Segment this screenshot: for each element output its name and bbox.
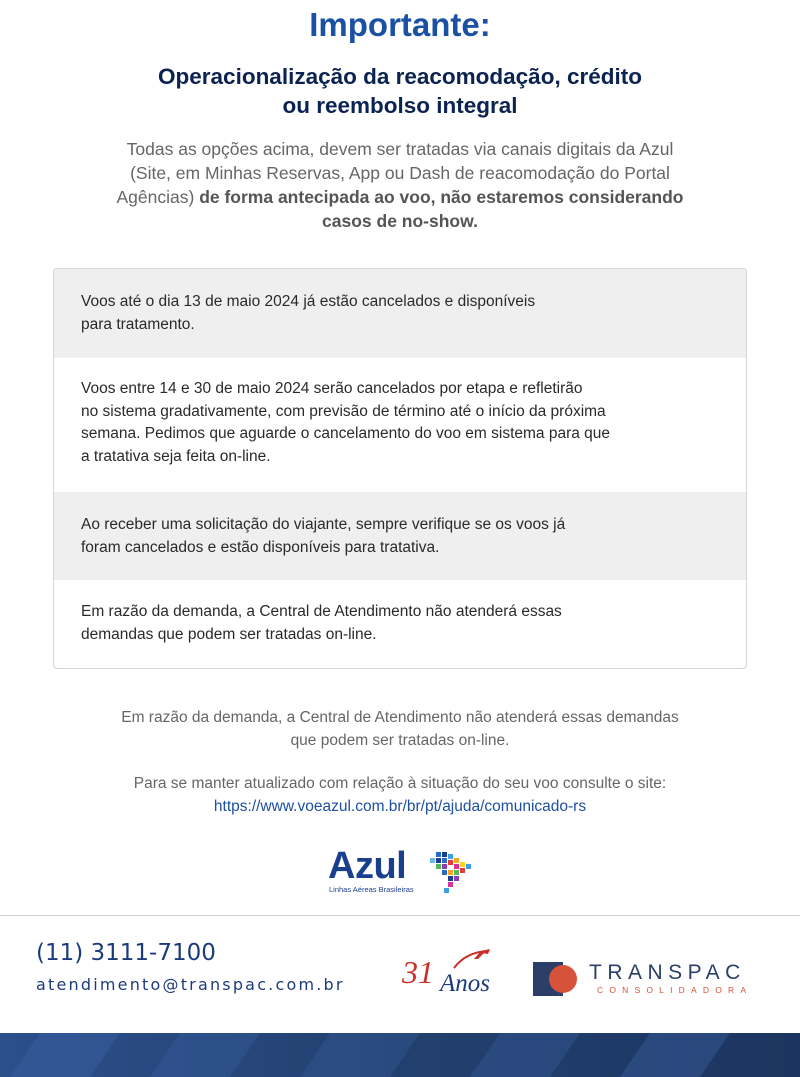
airplane-icon (452, 948, 492, 972)
note-line: que podem ser tratadas on-line. (290, 732, 510, 749)
intro-text: Agências) (116, 187, 195, 207)
anniversary-number: 31 (402, 954, 434, 990)
intro-line (60, 185, 740, 209)
anniversary-logo (402, 946, 512, 998)
intro-emphasis: de forma antecipada ao voo, não estaremos considerando (199, 187, 684, 207)
notice-card (53, 268, 747, 669)
notice-line: a tratativa seja feita on-line. (81, 447, 271, 465)
notice-line: semana. Pedimos que aguarde o cancelamento do voo em sistema para que (81, 425, 611, 442)
anniversary-word: Anos (440, 970, 490, 997)
transpac-mark-icon (533, 962, 581, 996)
page-subtitle (0, 62, 800, 120)
notice-line: demandas que podem ser tratadas on-line. (81, 625, 377, 643)
intro-line: Todas as opções acima, devem ser tratadas via canais digitais da Azul (126, 139, 674, 159)
update-text: Para se manter atualizado com relação à situação do seu voo consulte o site: (133, 775, 667, 792)
brazil-map-icon (428, 850, 474, 894)
notice-line: no sistema gradativamente, com previsão de término até o início da próxima (81, 402, 606, 420)
subtitle-line: ou reembolso integral (282, 93, 518, 118)
intro-line (60, 209, 740, 233)
notice-row (54, 358, 746, 492)
update-section (40, 772, 760, 818)
page-title: Importante: (309, 6, 491, 43)
notice-line: Voos até o dia 13 de maio 2024 já estão cancelados e disponíveis (81, 293, 536, 310)
comunicado-link[interactable]: https://www.voeazul.com.br/br/pt/ajuda/comunicado-rs (213, 798, 587, 815)
notice-line: para tratamento. (81, 315, 195, 333)
contact-email[interactable]: atendimento@transpac.com.br (36, 975, 345, 994)
intro-emphasis: casos de no-show. (322, 211, 478, 231)
note-line: Em razão da demanda, a Central de Atendimento não atenderá essas demandas (121, 709, 679, 726)
transpac-logo (533, 958, 763, 1002)
intro-line: (Site, em Minhas Reservas, App ou Dash de reacomodação do Portal (130, 163, 670, 183)
notice-line: Ao receber uma solicitação do viajante, sempre verifique se os voos já (81, 516, 566, 533)
footer-band (0, 1033, 800, 1077)
transpac-name: TRANSPAC (589, 961, 746, 984)
transpac-subtitle: CONSOLIDADORA (597, 985, 753, 995)
azul-logo-wordmark: Azul (328, 845, 407, 887)
notice-row (54, 580, 746, 668)
demand-note (40, 706, 760, 752)
notice-row (54, 492, 746, 580)
subtitle-line: Operacionalização da reacomodação, crédito (158, 64, 642, 89)
footer-divider (0, 915, 800, 916)
intro-paragraph (60, 137, 740, 233)
contact-phone[interactable]: (11) 3111-7100 (36, 940, 216, 966)
notice-row (54, 269, 746, 358)
azul-logo-tagline: Linhas Aéreas Brasileiras (329, 885, 414, 894)
notice-line: foram cancelados e estão disponíveis para tratativa. (81, 538, 440, 556)
notice-line: Em razão da demanda, a Central de Atendimento não atenderá essas (81, 603, 562, 620)
azul-logo (328, 846, 478, 896)
notice-line: Voos entre 14 e 30 de maio 2024 serão cancelados por etapa e refletirão (81, 380, 583, 397)
